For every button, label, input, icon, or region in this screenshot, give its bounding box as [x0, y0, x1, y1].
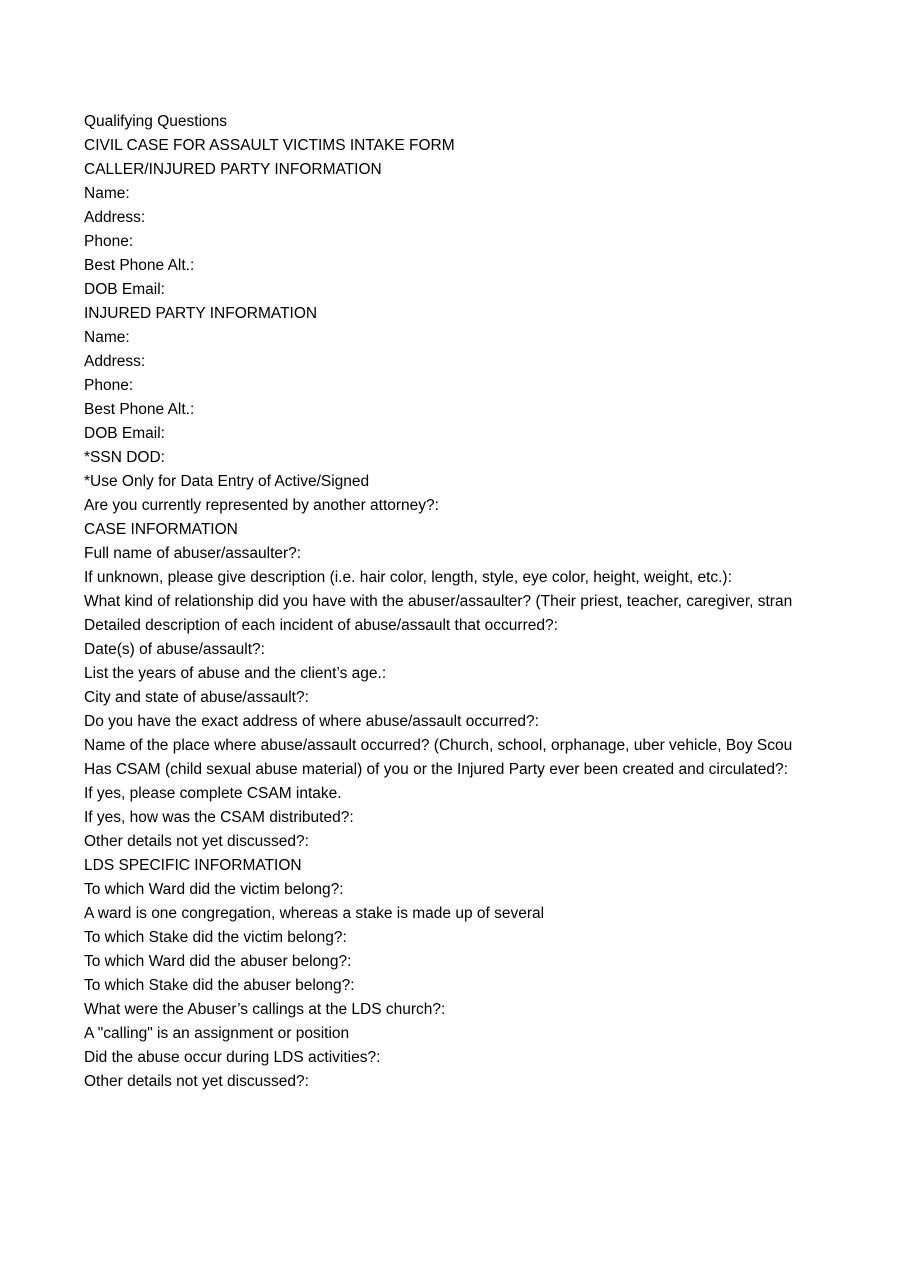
case-other-details-question: Other details not yet discussed?: — [84, 833, 309, 850]
abuser-name-question: Full name of abuser/assaulter?: — [84, 545, 302, 562]
incident-description-question: Detailed description of each incident of abuse/assault that occurred?: — [84, 617, 558, 634]
section-heading-lds: LDS SPECIFIC INFORMATION — [84, 857, 302, 874]
ssn-note: *Use Only for Data Entry of Active/Signed — [84, 473, 370, 490]
csam-intake-note: If yes, please complete CSAM intake. — [84, 785, 342, 802]
abuser-callings-question: What were the Abuser’s callings at the LDS church?: — [84, 1001, 446, 1018]
caller-alt-phone-label: Best Phone Alt.: — [84, 257, 195, 274]
injured-dob-email-label: DOB Email: — [84, 425, 165, 442]
csam-question: Has CSAM (child sexual abuse material) of you or the Injured Party ever been created and circulated?: — [84, 761, 788, 778]
section-heading-caller: CALLER/INJURED PARTY INFORMATION — [84, 161, 382, 178]
calling-note: A "calling" is an assignment or position — [84, 1025, 350, 1042]
injured-alt-phone-label: Best Phone Alt.: — [84, 401, 195, 418]
form-content — [84, 110, 848, 1094]
dates-question: Date(s) of abuse/assault?: — [84, 641, 265, 658]
injured-name-label: Name: — [84, 329, 130, 346]
city-state-question: City and state of abuse/assault?: — [84, 689, 309, 706]
abuser-description-question: If unknown, please give description (i.e. hair color, length, style, eye color, height, weight, etc.): — [84, 569, 732, 586]
exact-address-question: Do you have the exact address of where abuse/assault occurred?: — [84, 713, 539, 730]
injured-address-label: Address: — [84, 353, 146, 370]
caller-dob-email-label: DOB Email: — [84, 281, 165, 298]
victim-ward-question: To which Ward did the victim belong?: — [84, 881, 344, 898]
victim-stake-question: To which Stake did the victim belong?: — [84, 929, 347, 946]
ssn-dod-label: *SSN DOD: — [84, 449, 165, 466]
caller-address-label: Address: — [84, 209, 146, 226]
csam-distribution-question: If yes, how was the CSAM distributed?: — [84, 809, 354, 826]
lds-activities-question: Did the abuse occur during LDS activities?: — [84, 1049, 381, 1066]
abuser-ward-question: To which Ward did the abuser belong?: — [84, 953, 352, 970]
section-heading-case: CASE INFORMATION — [84, 521, 238, 538]
form-heading-qualifying: Qualifying Questions — [84, 113, 228, 130]
represented-question: Are you currently represented by another attorney?: — [84, 497, 439, 514]
ward-note: A ward is one congregation, whereas a stake is made up of several — [84, 905, 545, 922]
section-heading-injured: INJURED PARTY INFORMATION — [84, 305, 318, 322]
caller-phone-label: Phone: — [84, 233, 134, 250]
place-name-question: Name of the place where abuse/assault occurred? (Church, school, orphanage, uber vehicle, Boy Scou — [84, 737, 793, 754]
injured-phone-label: Phone: — [84, 377, 134, 394]
caller-name-label: Name: — [84, 185, 130, 202]
lds-other-details-question: Other details not yet discussed?: — [84, 1073, 309, 1090]
abuser-stake-question: To which Stake did the abuser belong?: — [84, 977, 355, 994]
form-title: CIVIL CASE FOR ASSAULT VICTIMS INTAKE FORM — [84, 137, 455, 154]
years-age-question: List the years of abuse and the client’s age.: — [84, 665, 387, 682]
relationship-question: What kind of relationship did you have with the abuser/assaulter? (Their priest, teacher, caregiver, stran — [84, 593, 793, 610]
